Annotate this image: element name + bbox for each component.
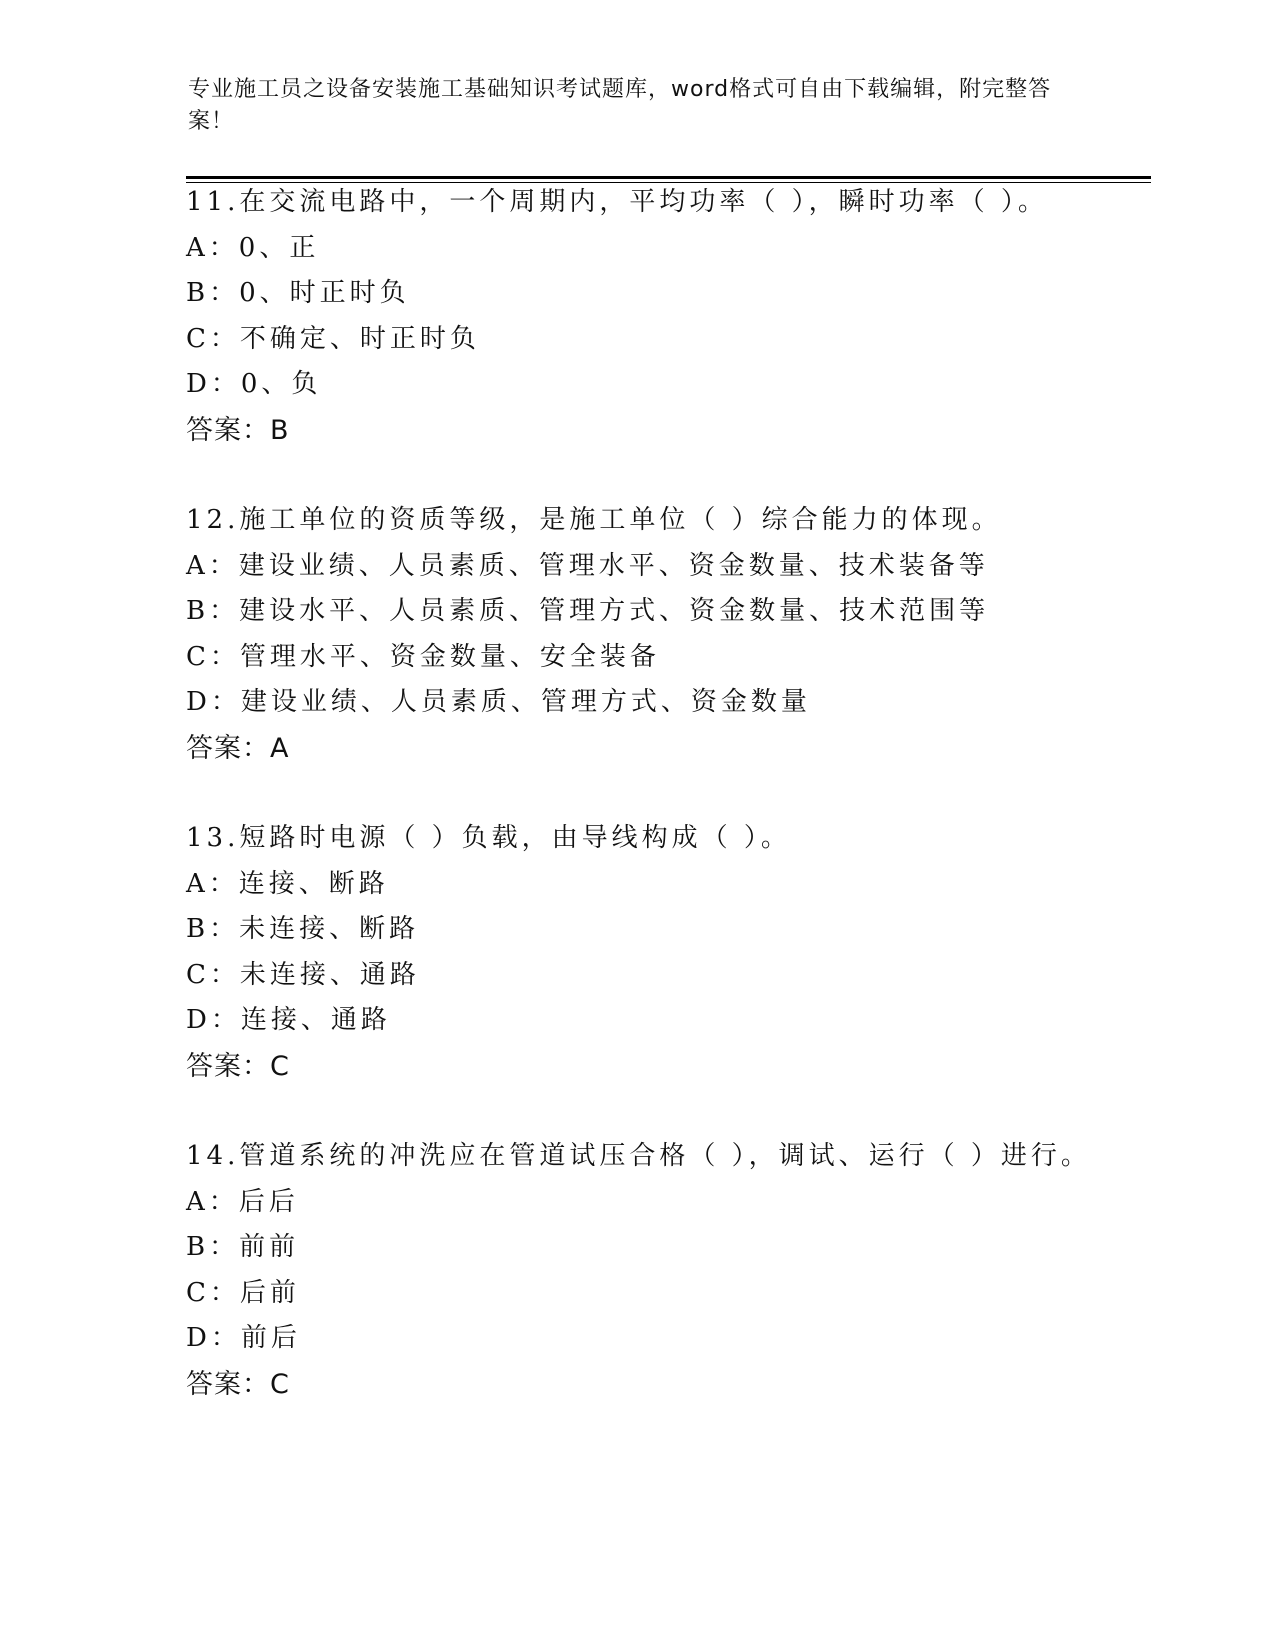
option-c: C：后前 — [186, 1277, 300, 1308]
question-14 — [186, 1134, 1146, 1407]
answer-label: 答案：B — [186, 414, 290, 446]
option-b: B：建设水平、人员素质、管理方式、资金数量、技术范围等 — [186, 596, 990, 626]
option-c: C：未连接、通路 — [186, 959, 420, 990]
option-b: B：未连接、断路 — [186, 914, 420, 944]
question-12 — [186, 498, 1146, 771]
option-a: A：0、正 — [186, 232, 320, 263]
document-header: 专业施工员之设备安装施工基础知识考试题库，word格式可自由下载编辑，附完整答案！ — [188, 77, 1052, 134]
question-stem: 11.在交流电路中，一个周期内，平均功率（ ），瞬时功率（ ）。 — [186, 187, 1048, 217]
option-a: A：建设业绩、人员素质、管理水平、资金数量、技术装备等 — [186, 550, 989, 581]
answer-label: 答案：C — [186, 1050, 290, 1082]
question-stem: 13.短路时电源（ ）负载，由导线构成（ ）。 — [186, 823, 791, 853]
option-b: B：0、时正时负 — [186, 278, 410, 308]
option-b: B：前前 — [186, 1232, 300, 1262]
header-divider-thick — [186, 176, 1151, 179]
answer-label: 答案：C — [186, 1368, 290, 1400]
question-stem: 14.管道系统的冲洗应在管道试压合格（ ），调试、运行（ ）进行。 — [186, 1141, 1091, 1171]
option-a: A：后后 — [186, 1186, 299, 1217]
option-d: D：0、负 — [186, 369, 322, 399]
option-c: C：管理水平、资金数量、安全装备 — [186, 641, 660, 672]
question-stem: 12.施工单位的资质等级，是施工单位（ ）综合能力的体现。 — [186, 505, 1002, 535]
option-a: A：连接、断路 — [186, 868, 389, 899]
option-c: C：不确定、时正时负 — [186, 323, 480, 354]
option-d: D：建设业绩、人员素质、管理方式、资金数量 — [186, 687, 811, 717]
question-13 — [186, 816, 1146, 1089]
option-d: D：连接、通路 — [186, 1005, 391, 1035]
answer-label: 答案：A — [186, 732, 290, 764]
question-11 — [186, 180, 1146, 453]
option-d: D：前后 — [186, 1323, 301, 1353]
